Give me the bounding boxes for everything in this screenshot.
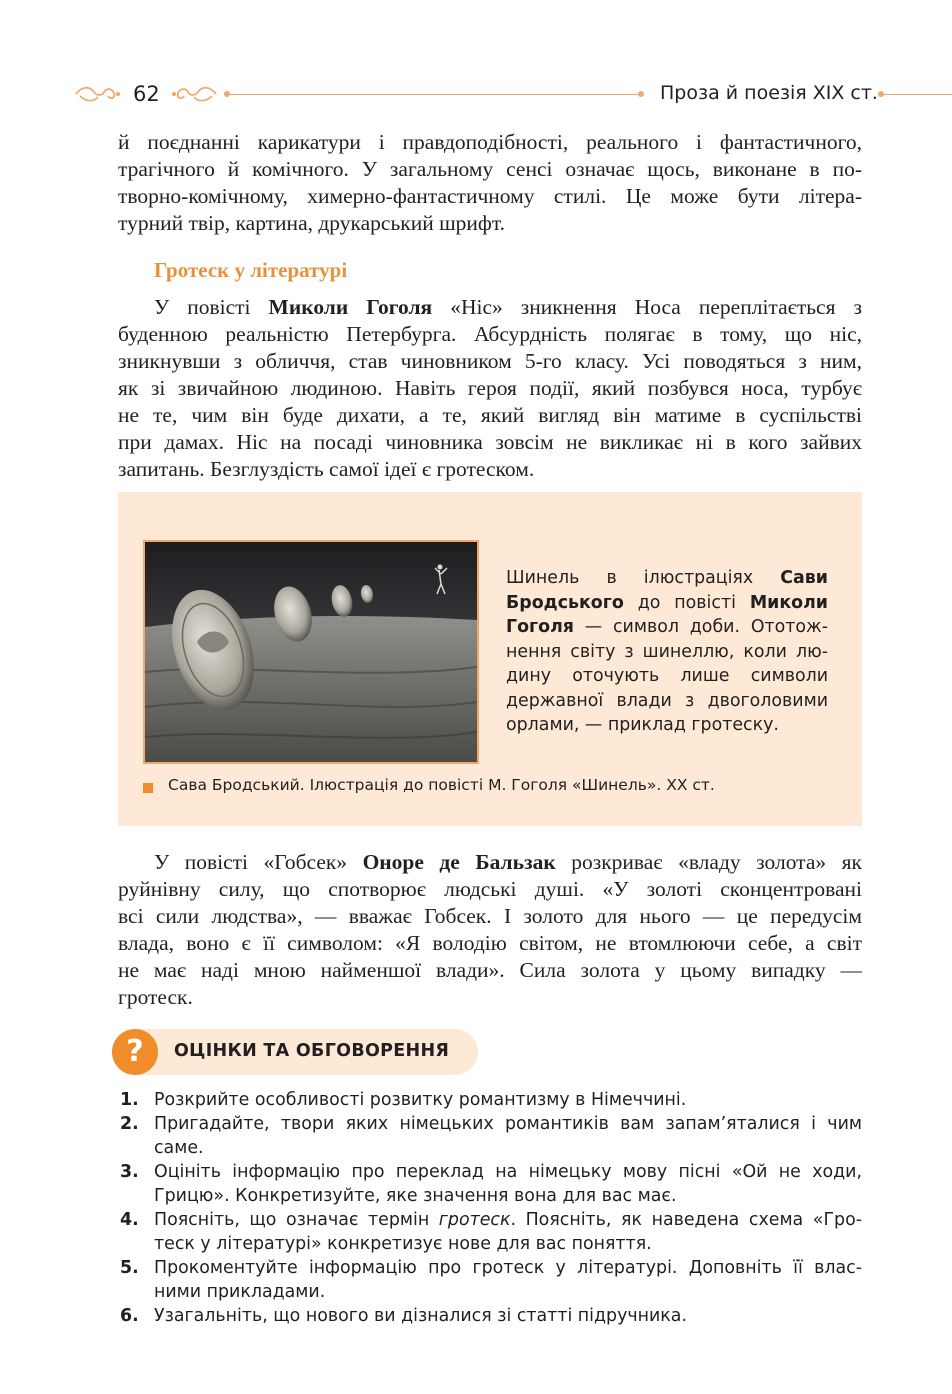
page-number: 62 — [133, 82, 160, 106]
page-header — [0, 78, 952, 112]
question-item: 1. Розкрийте особливості розвитку романтизму в Німеччині. — [120, 1090, 687, 1110]
ornament-left-icon — [74, 82, 122, 106]
paragraph-intro: й поєднанні карикатури і правдоподібності, реального і фантастичного, трагічного й комічного. У загальному сенсі означає щось, виконане в по- творно-комічному, химерно-фантастичному стилі. Це може бути літера- турний твір, картина, друкарський шрифт. — [118, 130, 862, 235]
questions-banner — [112, 1029, 478, 1075]
section-title: Проза й поезія XIX ст. — [660, 82, 878, 104]
question-item: 4. Поясніть, що означає термін гротеск. Поясніть, як наведена схема «Гро- теск у літературі» конкретизує нове для вас поняття. — [120, 1210, 862, 1254]
header-rule — [882, 94, 952, 95]
subheading: Гротеск у літературі — [154, 258, 348, 282]
paragraph-balzac: У повісті «Гобсек» Оноре де Бальзак розкриває «владу золота» як руйнівну силу, що спотворює людські душі. «У золоті сконцентровані всі сили людства», — вважає Гобсек. І золото для нього — це передусім влада, воно є її символом: «Я володію світом, не втомлюючи себе, а світ не має наді мною найменшої влади». Сила золота у цьому випадку — гротеск. — [118, 850, 862, 1009]
figure-box — [118, 492, 862, 826]
illustration-description: Шинель в ілюстраціях Сави Бродського до повісті Миколи Гоголя — символ доби. Ототож- нення світу з шинеллю, коли лю- дину оточують лише символи державної влади з двоголовими орлами, — приклад гротеску. — [506, 568, 828, 735]
questions-list — [118, 1088, 862, 1328]
question-item: 2. Пригадайте, твори яких німецьких романтиків вам запам’яталися і чим саме. — [120, 1114, 862, 1158]
caption-bullet-icon — [143, 783, 153, 793]
question-item: 3. Оцініть інформацію про переклад на німецьку мову пісні «Ой не ходи, Грицю». Конкретизуйте, яке значення вона для вас має. — [120, 1162, 862, 1206]
header-dot — [638, 91, 644, 97]
question-item: 6. Узагальніть, що нового ви дізналися зі статті підручника. — [120, 1306, 687, 1326]
question-mark-icon: ? — [112, 1029, 158, 1075]
illustration-image — [143, 540, 479, 764]
questions-title: ОЦІНКИ ТА ОБГОВОРЕННЯ — [174, 1041, 450, 1061]
paragraph-gogol: У повісті Миколи Гоголя «Ніс» зникнення Носа переплітається з буденною реальністю Петербурга. Абсурдність полягає в тому, що ніс, зникнувши з обличчя, став чиновником 5-го класу. Усі поводяться з ним, як зі звичайною людиною. Навіть героя події, який позбувся носа, турбує не те, чим він буде дихати, а те, який вигляд він матиме в суспільстві при дамах. Ніс на посаді чиновника зовсім не викликає ні в кого зайвих запитань. Безглуздість самої ідеї є гротеском. — [118, 295, 862, 481]
question-item: 5. Прокоментуйте інформацію про гротеск у літературі. Доповніть її влас- ними прикладами. — [120, 1258, 862, 1302]
figure-caption: Сава Бродський. Ілюстрація до повісті М. Гоголя «Шинель». XX ст. — [168, 776, 715, 794]
ornament-right-icon — [170, 82, 218, 106]
header-rule — [230, 94, 640, 95]
